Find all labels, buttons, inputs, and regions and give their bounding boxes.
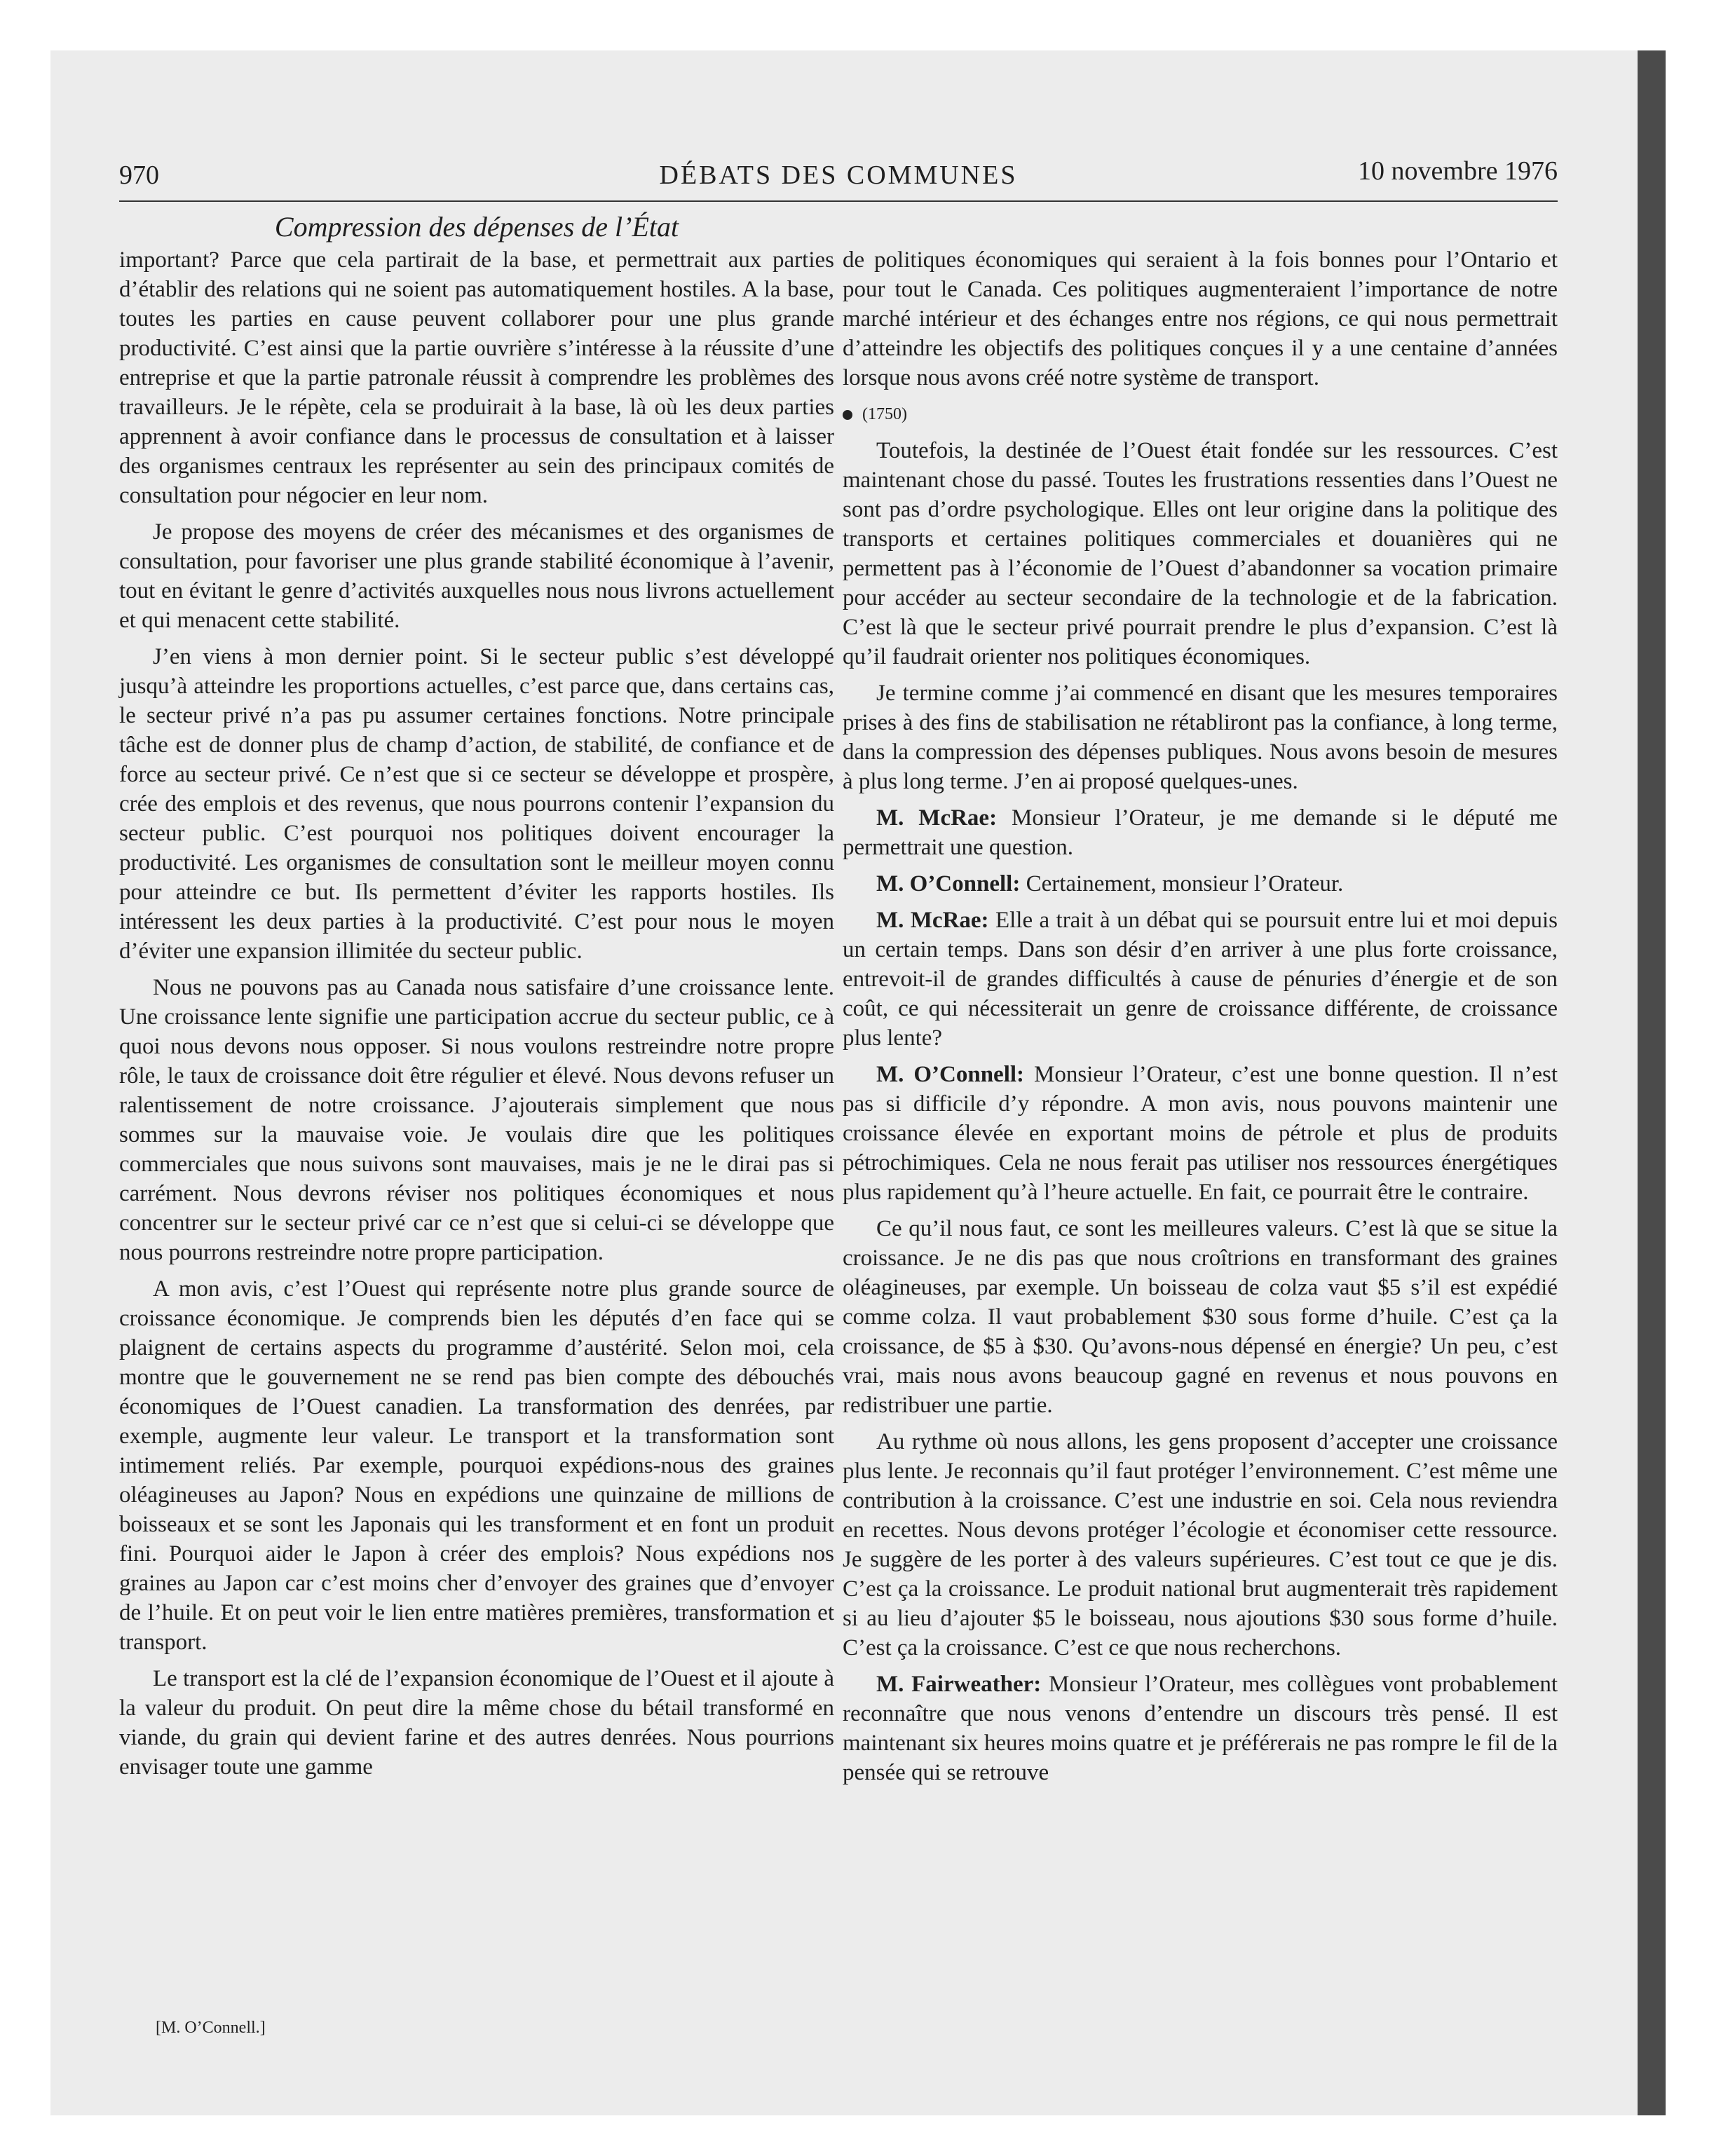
speaker-name: M. Fairweather: [876, 1672, 1042, 1697]
speech [843, 803, 1558, 862]
speech-text: Monsieur l’Orateur, je me demande si le député me permettrait une question. [843, 805, 1558, 860]
scan-edge-shadow [1638, 50, 1666, 2115]
time-marker [843, 400, 1558, 429]
paragraph: Toutefois, la destinée de l’Ouest était fondée sur les ressources. C’est maintenant chose du passé. Toutes les frustrations ressenties dans l’Ouest ne sont pas d’ordre psychologique. Elles ont leur origine dans la politique des transports et certaines politiques commerciales et douanières qui ne permettent pas à l’économie de l’Ouest d’abandonner sa vocation primaire pour accéder au secteur secondaire de la technologie et de la fabrication. C’est là que le secteur privé pourrait prendre le plus d’expansion. C’est là qu’il faudrait orienter nos politiques économiques. [843, 438, 1558, 669]
speech [843, 1670, 1558, 1787]
speaker-name: M. McRae: [876, 805, 998, 831]
page-header [119, 156, 1558, 198]
bullet-icon [843, 410, 852, 420]
running-title: Compression des dépenses de l’État [274, 211, 679, 243]
speech [843, 869, 1558, 899]
speech-text: Elle a trait à un débat qui se poursuit entre lui et moi depuis un certain temps. Dans son désir d’en arriver à une plus forte croissance, entrevoit-il de grandes difficultés à cause de pénuries d’énergie et de son coût, ce qui nécessiterait un genre de croissance différente, de croissance plus lente? [843, 908, 1558, 1051]
speaker-attribution: [M. O’Connell.] [156, 2019, 266, 2037]
time-marker-label: (1750) [862, 405, 907, 423]
paragraph: Je termine comme j’ai commencé en disant que les mesures temporaires prises à des fins de stabilisation ne rétabliront pas la confiance, à long terme, dans la compression des dépenses publiques. Nous avons besoin de mesures à plus long terme. J’en ai proposé quelques-unes. [843, 681, 1558, 794]
speech-text: Certainement, monsieur l’Orateur. [1026, 871, 1344, 896]
left-column [119, 245, 834, 1789]
speech [843, 1060, 1558, 1207]
paragraph: important? Parce que cela partirait de la base, et permettrait aux parties d’établir des relations qui ne soient pas automatiquement hostiles. A la base, toutes les parties en cause peuvent collaborer pour une plus grande productivité. C’est ainsi que la partie ouvrière s’intéresse à la réussite d’une entreprise et que la partie patronale réussit à comprendre les problèmes des travailleurs. Je le répète, cela se produirait à la base, là où les deux parties apprennent à avoir confiance dans le processus de consultation et à laisser des organismes centraux les représenter au sein des principaux comités de consultation pour négocier en leur nom. [119, 247, 834, 508]
journal-title: DÉBATS DES COMMUNES [659, 161, 1018, 190]
paragraph: Ce qu’il nous faut, ce sont les meilleures valeurs. C’est là que se situe la croissance. Je ne dis pas que nous croîtrions en transformant des graines oléagineuses, par exemple. Un boisseau de colza vaut $5 s’il est expédié comme colza. Il vaut probablement $30 sous forme d’huile. C’est ça la croissance, de $5 à $30. Qu’avons-nous dépensé en énergie? Un peu, c’est vrai, mais nous avons beaucoup gagné en revenus et nous pouvons en redistribuer une partie. [843, 1216, 1558, 1418]
speaker-name: M. O’Connell: [876, 871, 1021, 896]
speech-text: Monsieur l’Orateur, c’est une bonne question. Il n’est pas si difficile d’y répondre. A mon avis, nous pouvons maintenir une croissance élevée en exportant moins de pétrole et plus de produits pétrochimiques. Cela ne nous ferait pas utiliser nos ressources énergétiques plus rapidement qu’à l’heure actuelle. En fait, ce pourrait être le contraire. [843, 1062, 1558, 1205]
paragraph: A mon avis, c’est l’Ouest qui représente notre plus grande source de croissance économique. Je comprends bien les députés d’en face qui se plaignent de certains aspects du programme d’austérité. Selon moi, cela montre que le gouvernement ne se rend pas bien compte des débouchés économiques de l’Ouest canadien. La transformation des denrées, par exemple, augmente leur valeur. Le transport et la transformation sont intimement reliés. Par exemple, pourquoi expédions-nous des graines oléagineuses au Japon? Nous en expédions une quinzaine de millions de boisseaux et se sont les Japonais qui les transforment et en font un produit fini. Pourquoi aider le Japon à créer des emplois? Nous expédions nos graines au Japon car c’est moins cher d’envoyer des graines que d’envoyer de l’huile. Et on peut voir le lien entre matières premières, transformation et transport. [119, 1276, 834, 1655]
paragraph: Au rythme où nous allons, les gens proposent d’accepter une croissance plus lente. Je reconnais qu’il faut protéger l’environnement. C’est même une contribution à la croissance. C’est une industrie en soi. Cela nous reviendra en recettes. Nous devons protéger l’écologie et économiser cette ressource. Je suggère de les porter à des valeurs supérieures. C’est tout ce que je dis. C’est ça la croissance. Le produit national brut augmenterait très rapidement si au lieu d’ajouter $5 le boisseau, nous ajoutions $30 sous forme d’huile. C’est ça la croissance. C’est ce que nous recherchons. [843, 1429, 1558, 1660]
paragraph: Nous ne pouvons pas au Canada nous satisfaire d’une croissance lente. Une croissance lente signifie une participation accrue du secteur public, ce à quoi nous devons nous opposer. Si nous voulons restreindre notre propre rôle, le taux de croissance doit être régulier et élevé. Nous devons refuser un ralentissement de notre croissance. J’ajouterais simplement que nous sommes sur la mauvaise voie. Je voulais dire que les politiques commerciales que nous suivons sont mauvaises, mais je ne le dirai pas si carrément. Nous devrons réviser nos politiques économiques et nous concentrer sur le secteur privé car ce n’est que si celui-ci se développe que nous pourrons restreindre notre propre participation. [119, 975, 834, 1265]
speaker-name: M. McRae: [876, 908, 989, 933]
paragraph: de politiques économiques qui seraient à la fois bonnes pour l’Ontario et pour tout le Canada. Ces politiques augmenteraient l’importance de notre marché intérieur et des échanges entre nos régions, ce qui nous permettrait d’atteindre les objectifs des politiques conçues il y a une centaine d’années lorsque nous avons créé notre système de transport. [843, 247, 1558, 390]
speech [843, 906, 1558, 1053]
right-column [843, 245, 1558, 1794]
header-rule [119, 200, 1558, 202]
paragraph: Je propose des moyens de créer des mécanismes et des organismes de consultation, pour favoriser une plus grande stabilité économique à l’avenir, tout en évitant le genre d’activités auxquelles nous nous livrons actuellement et qui menacent cette stabilité. [119, 519, 834, 633]
speech-text: Monsieur l’Orateur, mes collègues vont probablement reconnaître que nous venons d’entendre un discours très pensé. Il est maintenant six heures moins quatre et je préférerais ne pas rompre le fil de la pensée qui se retrouve [843, 1672, 1558, 1785]
paragraph: J’en viens à mon dernier point. Si le secteur public s’est développé jusqu’à atteindre les proportions actuelles, c’est parce que, dans certains cas, le secteur privé n’a pas pu assumer certaines fonctions. Notre principale tâche est de donner plus de champ d’action, de stabilité, de confiance et de force au secteur privé. Ce n’est que si ce secteur se développe et prospère, crée des emplois et des revenus, que nous pourrons contenir l’expansion du secteur public. C’est pourquoi nos politiques doivent encourager la productivité. Les organismes de consultation sont le meilleur moyen connu pour atteindre ce but. Ils permettent d’éviter les rapports hostiles. Ils intéressent les deux parties à la productivité. C’est pour nous le moyen d’éviter une expansion illimitée du secteur public. [119, 644, 834, 964]
page-number: 970 [119, 161, 159, 190]
page-date: 10 novembre 1976 [1358, 156, 1558, 186]
speaker-name: M. O’Connell: [876, 1062, 1025, 1087]
paragraph: Le transport est la clé de l’expansion économique de l’Ouest et il ajoute à la valeur du produit. On peut dire la même chose du bétail transformé en viande, du grain qui devient farine et des autres denrées. Nous pourrions envisager toute une gamme [119, 1666, 834, 1780]
